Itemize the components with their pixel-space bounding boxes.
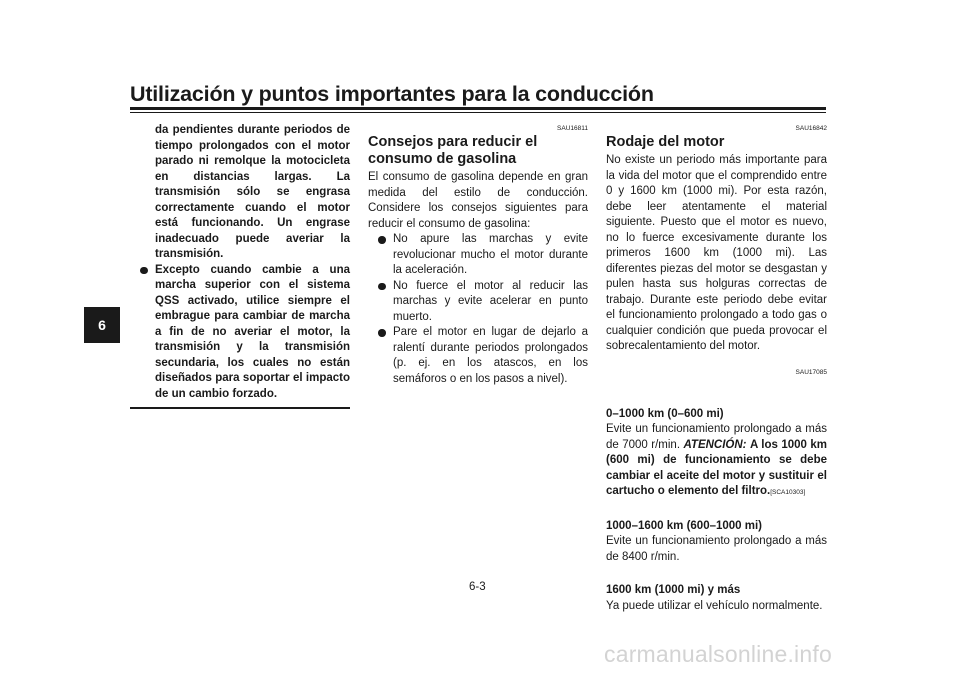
- watermark: carmanualsonline.info: [604, 641, 832, 667]
- warning-continued-text: da pendientes durante periodos de tiempo prolongados con el motor parado ni remolque la motocicleta en distancias largas. La transmisión sólo se engrasa correctamente cuando el motor está funcionando. Un engrase inadecuado puede averiar la transmisión.: [155, 124, 350, 260]
- column-middle: [368, 123, 588, 387]
- warning-bullet-text: Excepto cuando cambie a una marcha superior con el sistema QSS activado, utilice siempre el embrague para cambiar de marcha a fin de no averiar el motor, la transmisión y la transmisión secundaria, los cuales no están diseñados para soportar el impacto de un cambio forzado.: [155, 263, 350, 400]
- fuel-intro: El consumo de gasolina depende en gran medida del estilo de conducción. Considere los consejos siguientes para reducir el consumo de gasolina:: [368, 171, 588, 230]
- break-in-stage-2-text: Evite un funcionamiento prolongado a más de 8400 r/min.: [606, 535, 827, 563]
- warning-bullet: [130, 263, 350, 403]
- attention-label: ATENCIÓN:: [683, 438, 747, 451]
- page-number: 6-3: [469, 581, 486, 593]
- column-right: [606, 123, 827, 614]
- bullet-dot-icon: [140, 267, 148, 275]
- stage-1-text: Evite un funcionamiento prolongado a más de 7000 r/min.: [606, 423, 827, 451]
- header-rule-thick: [130, 107, 826, 110]
- fuel-tip-text: No apure las marchas y evite revolucionar mucho el motor durante la aceleración.: [393, 233, 588, 276]
- header-rule-thin: [130, 112, 826, 113]
- fuel-tip: [368, 232, 588, 279]
- warning-box-bottom-rule: [130, 407, 350, 409]
- page-title: Utilización y puntos importantes para la conducción: [130, 82, 654, 106]
- break-in-stage-3-heading: 1600 km (1000 mi) y más: [606, 584, 741, 596]
- break-in-stage-3-text: Ya puede utilizar el vehículo normalmente.: [606, 599, 823, 612]
- chapter-tab: 6: [84, 307, 120, 343]
- section-code: SAU16842: [795, 125, 827, 132]
- section-code: SAU16811: [557, 125, 588, 132]
- caution-code: [SCA10303]: [770, 489, 806, 496]
- break-in-stage-1-heading: 0–1000 km (0–600 mi): [606, 407, 724, 420]
- fuel-tip: [368, 325, 588, 387]
- section-heading-break-in: Rodaje del motor: [606, 134, 725, 150]
- section-heading-fuel: Consejos para reducir el consumo de gasolina: [368, 134, 538, 167]
- fuel-tip: [368, 279, 588, 326]
- fuel-tip-text: Pare el motor en lugar de dejarlo a ralentí durante periodos prolongados (p. ej. en los atascos, en los semáforos o en los pasos a nivel).: [393, 326, 588, 385]
- attention-text: A los 1000 km (600 mi) de funcionamiento se debe cambiar el aceite del motor y sustituir el cartucho o elemento del filtro.: [606, 438, 827, 497]
- break-in-stage-2-heading: 1000–1600 km (600–1000 mi): [606, 519, 763, 532]
- section-code: SAU17085: [795, 368, 827, 376]
- column-left: [130, 123, 350, 409]
- bullet-dot-icon: [378, 236, 386, 244]
- bullet-dot-icon: [378, 283, 386, 291]
- break-in-stage-1-text: [606, 422, 827, 501]
- break-in-intro: No existe un periodo más importante para la vida del motor que el comprendido entre 0 y 1600 km (1000 mi). Por esta razón, debe leer atentamente el material siguiente. Puesto que el motor es nuevo, no lo fuerce excesivamente durante los primeros 1600 km (1000 mi). Las diferentes piezas del motor se desgastan y pulen hasta sus holguras correctas de trabajo. Durante este periodo debe evitar el funcionamiento prolongado a todo gas o cualquier condición que pueda provocar el sobrecalentamiento del motor.: [606, 154, 827, 352]
- fuel-tip-text: No fuerce el motor al reducir las marchas y evite acelerar en punto muerto.: [393, 279, 588, 323]
- bullet-dot-icon: [378, 329, 386, 337]
